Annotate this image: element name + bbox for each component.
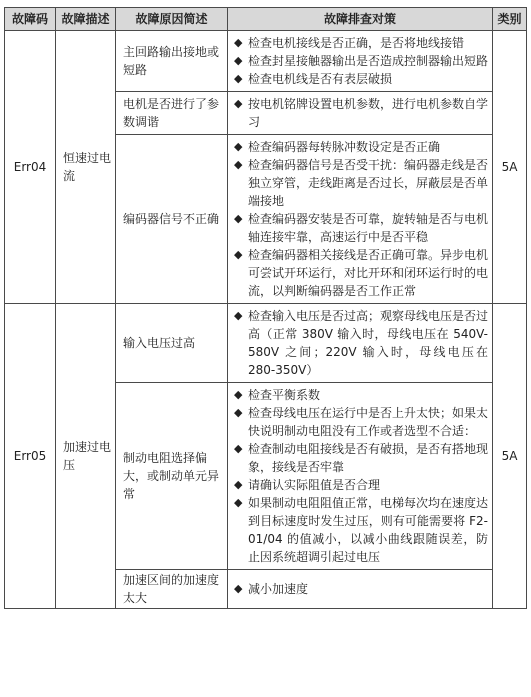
action-item: ◆ 检查母线电压在运行中是否上升太快；如果太快说明制动电阻没有工作或者选型不合适： (234, 404, 488, 440)
action-list (234, 580, 488, 598)
fault-cause-cell: 编码器信号不正确 (116, 135, 228, 304)
fault-description-cell: 加速过电压 (56, 304, 116, 609)
fault-action-cell (228, 304, 493, 383)
action-item: ◆ 检查编码器安装是否可靠，旋转轴是否与电机轴连接牢靠，高速运行中是否平稳 (234, 210, 488, 246)
action-list (234, 34, 488, 88)
fault-code-cell: Err05 (5, 304, 56, 609)
table-row (5, 304, 527, 383)
fault-cause-cell: 输入电压过高 (116, 304, 228, 383)
action-list (234, 386, 488, 566)
action-list (234, 307, 488, 379)
action-item: ◆ 检查编码器每转脉冲数设定是否正确 (234, 138, 488, 156)
header-row (5, 8, 527, 31)
fault-action-cell (228, 570, 493, 609)
action-item: ◆ 按电机铭牌设置电机参数，进行电机参数自学习 (234, 95, 488, 131)
action-list (234, 138, 488, 300)
fault-action-cell (228, 383, 493, 570)
action-item: ◆ 如果制动电阻阻值正常，电梯每次均在速度达到目标速度时发生过压，则有可能需要将 F2-01/04 的值减小，以减小曲线跟随误差，防止因系统超调引起过电压 (234, 494, 488, 566)
action-item: ◆ 检查电机线是否有表层破损 (234, 70, 488, 88)
action-item: ◆ 检查制动电阻接线是否有破损，是否有搭地现象，接线是否牢靠 (234, 440, 488, 476)
fault-code-cell: Err04 (5, 31, 56, 304)
action-item: ◆ 检查电机接线是否正确，是否将地线接错 (234, 34, 488, 52)
fault-action-cell (228, 92, 493, 135)
fault-action-cell (228, 135, 493, 304)
fault-cause-cell: 电机是否进行了参数调谐 (116, 92, 228, 135)
header-description: 故障描述 (56, 8, 116, 31)
action-item: ◆ 检查输入电压是否过高；观察母线电压是否过高（正常 380V 输入时，母线电压在 540V-580V 之间；220V 输入时，母线电压在 280-350V） (234, 307, 488, 379)
fault-action-cell (228, 31, 493, 92)
action-item: ◆ 检查编码器信号是否受干扰：编码器走线是否独立穿管，走线距离是否过长，屏蔽层是否单端接地 (234, 156, 488, 210)
fault-cause-cell: 制动电阻选择偏大，或制动单元异常 (116, 383, 228, 570)
table-body (5, 31, 527, 609)
fault-category-cell: 5A (493, 304, 527, 609)
action-item: ◆ 减小加速度 (234, 580, 488, 598)
action-item: ◆ 检查编码器相关接线是否正确可靠。异步电机可尝试开环运行，对比开环和闭环运行时的电流，以判断编码器是否工作正常 (234, 246, 488, 300)
header-code: 故障码 (5, 8, 56, 31)
header-cause: 故障原因简述 (116, 8, 228, 31)
action-item: ◆ 请确认实际阻值是否合理 (234, 476, 488, 494)
action-list (234, 95, 488, 131)
action-item: ◆ 检查平衡系数 (234, 386, 488, 404)
action-item: ◆ 检查封星接触器输出是否造成控制器输出短路 (234, 52, 488, 70)
fault-category-cell: 5A (493, 31, 527, 304)
table-header (5, 8, 527, 31)
fault-description-cell: 恒速过电流 (56, 31, 116, 304)
fault-cause-cell: 主回路输出接地或短路 (116, 31, 228, 92)
header-action: 故障排查对策 (228, 8, 493, 31)
table-row (5, 31, 527, 92)
fault-cause-cell: 加速区间的加速度太大 (116, 570, 228, 609)
header-category: 类别 (493, 8, 527, 31)
fault-table (4, 7, 527, 609)
